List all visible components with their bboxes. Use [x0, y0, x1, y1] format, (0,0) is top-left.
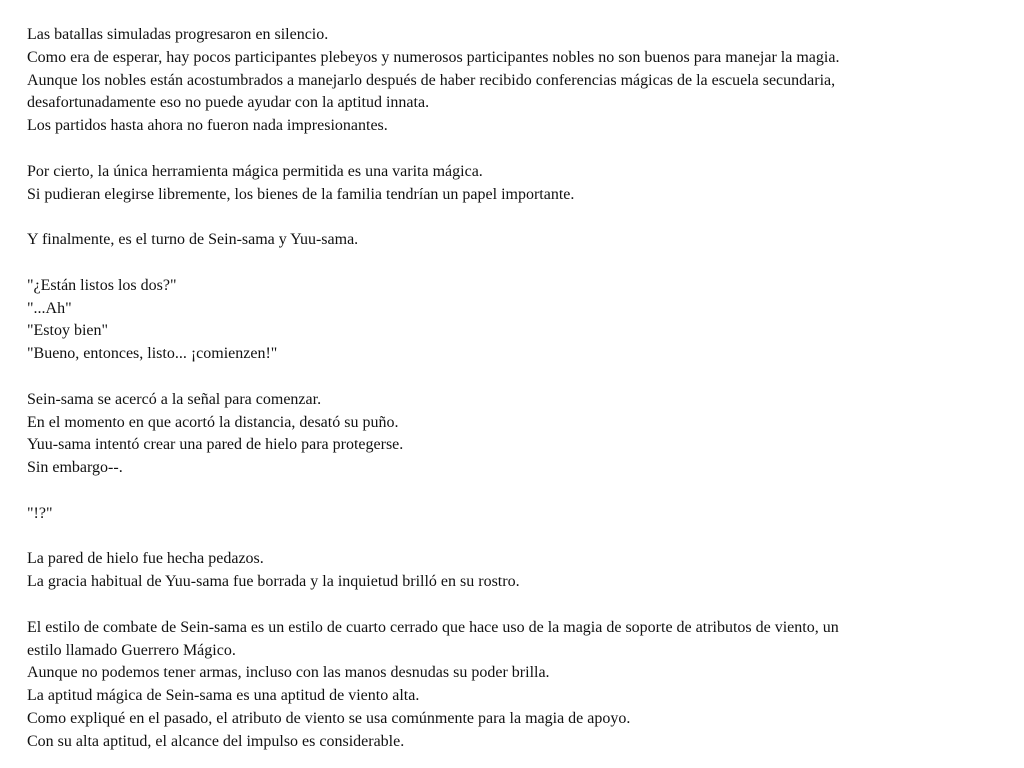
paragraph-spacer — [27, 252, 1004, 275]
text-line: Aunque no podemos tener armas, incluso con las manos desnudas su poder brilla. — [27, 664, 550, 682]
dialogue-line: "Estoy bien" — [27, 322, 109, 340]
text-line: En el momento en que acortó la distancia, desató su puño. — [27, 413, 399, 431]
text-line: Como era de esperar, hay pocos participantes plebeyos y numerosos participantes nobles no son buenos para manejar la magia. — [27, 48, 840, 66]
text-line: El estilo de combate de Sein-sama es un estilo de cuarto cerrado que hace uso de la magia de soporte de atributos de viento, un — [27, 618, 839, 636]
text-line: desafortunadamente eso no puede ayudar con la aptitud innata. — [27, 94, 430, 112]
text-line: Con su alta aptitud, el alcance del impulso es considerable. — [27, 732, 405, 750]
text-line: Sein-sama se acercó a la señal para comenzar. — [27, 390, 322, 408]
paragraph-spacer — [27, 206, 1004, 229]
dialogue-line: "...Ah" — [27, 299, 72, 317]
text-line: Los partidos hasta ahora no fueron nada impresionantes. — [27, 117, 388, 135]
paragraph-7 — [27, 548, 1004, 594]
text-line: Yuu-sama intentó crear una pared de hielo para protegerse. — [27, 436, 404, 454]
paragraph-spacer — [27, 480, 1004, 503]
paragraph-spacer — [27, 526, 1004, 549]
text-line: Y finalmente, es el turno de Sein-sama y Yuu-sama. — [27, 231, 359, 249]
dialogue-line: "!?" — [27, 504, 53, 522]
paragraph-8 — [27, 617, 1004, 754]
paragraph-1 — [27, 24, 1004, 138]
text-line: La pared de hielo fue hecha pedazos. — [27, 550, 264, 568]
text-line: La gracia habitual de Yuu-sama fue borrada y la inquietud brilló en su rostro. — [27, 573, 520, 591]
paragraph-spacer — [27, 594, 1004, 617]
dialogue-line: "Bueno, entonces, listo... ¡comienzen!" — [27, 345, 278, 363]
paragraph-2 — [27, 161, 1004, 207]
text-line: La aptitud mágica de Sein-sama es una aptitud de viento alta. — [27, 687, 420, 705]
text-line: Si pudieran elegirse libremente, los bienes de la familia tendrían un papel importante. — [27, 185, 575, 203]
text-line: Las batallas simuladas progresaron en silencio. — [27, 26, 329, 43]
paragraph-spacer — [27, 366, 1004, 389]
paragraph-3 — [27, 229, 1004, 252]
text-line: estilo llamado Guerrero Mágico. — [27, 641, 236, 659]
text-line: Aunque los nobles están acostumbrados a manejarlo después de haber recibido conferencias mágicas de la escuela secundaria, — [27, 71, 836, 89]
dialogue-line: "¿Están listos los dos?" — [27, 276, 177, 294]
paragraph-spacer — [27, 138, 1004, 161]
text-line: Por cierto, la única herramienta mágica permitida es una varita mágica. — [27, 162, 483, 180]
text-line: Sin embargo--. — [27, 459, 123, 477]
paragraph-5 — [27, 389, 1004, 480]
paragraph-4-dialogue — [27, 275, 1004, 366]
text-line: Como expliqué en el pasado, el atributo de viento se usa comúnmente para la magia de apoyo. — [27, 709, 631, 727]
paragraph-6-dialogue — [27, 503, 1004, 526]
